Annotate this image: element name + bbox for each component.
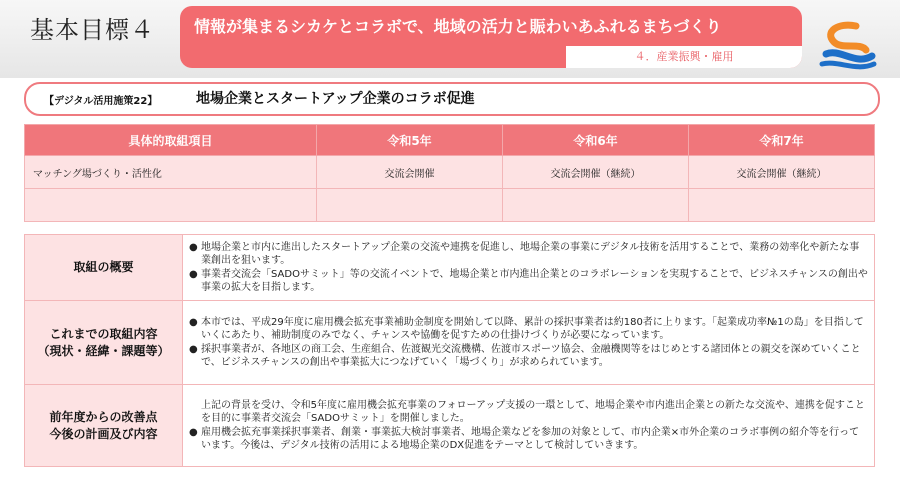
goal-label: 基本目標４ — [30, 16, 155, 44]
measure-title: 地場企業とスタートアップ企業のコラボ促進 — [196, 91, 475, 107]
detail-label — [25, 301, 183, 385]
bullet-text: 本市では、平成29年度に雇用機会拡充事業補助金制度を開始して以降、累計の採択事業者は約180者に上ります。「起業成功率№1の島」を目指していくにあたり、補助制度のみでなく、チャンスや協働を促すための仕掛けづくりが必要になっています。 — [201, 316, 864, 341]
table-cell — [503, 189, 689, 222]
table-cell: 交流会開催（継続） — [689, 156, 875, 189]
detail-label-line: これまでの取組内容 — [49, 327, 158, 342]
table-cell: マッチング場づくり・活性化 — [25, 156, 317, 189]
sado-city-logo-icon — [816, 20, 878, 72]
goal-banner — [180, 6, 802, 68]
measure-tag: 【デジタル活用施策22】 — [44, 96, 158, 107]
bullet-text: 雇用機会拡充事業採択事業者、創業・事業拡大検討事業者、地場企業などを参加の対象として、市内企業×市外企業のコラボ事例の紹介等を行っています。今後は、デジタル技術の活用による地場企業のDX促進をテーマとして検討していきます。 — [201, 426, 860, 451]
table-cell — [25, 189, 317, 222]
bullet-item — [189, 241, 868, 268]
detail-body — [183, 301, 875, 385]
banner-subtitle: ４．産業振興・雇用 — [566, 46, 802, 68]
detail-row-plan — [25, 385, 875, 467]
schedule-table — [24, 124, 875, 222]
bullet-text: 採択事業者が、各地区の商工会、生産組合、佐渡観光交流機構、佐渡市スポーツ協会、金融機関等をはじめとする諸団体との親交を深めていくことで、ビジネスチャンスの創出や事業拡大につなげていく「場づくり」が求められています。 — [201, 343, 861, 368]
schedule-header-row — [25, 125, 875, 156]
detail-label-line: 今後の計画及び内容 — [49, 426, 158, 441]
bullet-text: 事業者交流会「SADOサミット」等の交流イベントで、地場企業と市内進出企業とのコラボレーションを実現することで、ビジネスチャンスの創出や事業の拡大を目指します。 — [201, 268, 868, 293]
detail-label — [25, 385, 183, 467]
bullet-mark: ● — [189, 241, 198, 253]
header-cell-r6: 令和6年 — [503, 125, 689, 156]
bullet-mark — [189, 399, 201, 426]
header-cell-r7: 令和7年 — [689, 125, 875, 156]
bullet-mark: ● — [189, 268, 198, 280]
banner-title: 情報が集まるシカケとコラボで、地域の活力と賑わいあふれるまちづくり — [194, 17, 722, 36]
table-cell: 交流会開催 — [317, 156, 503, 189]
bullet-text: 地場企業と市内に進出したスタートアップ企業の交流や連携を促進し、地場企業の事業にデジタル技術を活用することで、業務の効率化や新たな事業創出を狙います。 — [201, 241, 860, 266]
bullet-item — [189, 316, 868, 343]
detail-table — [24, 234, 875, 467]
bullet-item — [189, 343, 868, 370]
detail-label-line: （現状・経緯・課題等） — [37, 343, 170, 358]
measure-heading — [24, 82, 880, 116]
bullet-item — [189, 426, 868, 453]
detail-label-line: 前年度からの改善点 — [49, 410, 158, 425]
bullet-item — [189, 399, 868, 426]
detail-body — [183, 235, 875, 301]
detail-label-line: 取組の概要 — [73, 260, 134, 275]
detail-row-overview — [25, 235, 875, 301]
bullet-item — [189, 268, 868, 295]
bullet-text: 上記の背景を受け、令和5年度に雇用機会拡充事業のフォローアップ支援の一環として、地場企業や市内進出企業との新たな交流や、連携を促すことを目的に事業者交流会「SADOサミット」を開催しました。 — [201, 399, 865, 424]
bullet-mark: ● — [189, 426, 198, 438]
detail-row-history — [25, 301, 875, 385]
table-row — [25, 156, 875, 189]
bullet-mark: ● — [189, 343, 198, 355]
bullet-mark: ● — [189, 316, 198, 328]
table-cell: 交流会開催（継続） — [503, 156, 689, 189]
table-row — [25, 189, 875, 222]
detail-body — [183, 385, 875, 467]
header-cell-item: 具体的取組項目 — [25, 125, 317, 156]
table-cell — [689, 189, 875, 222]
detail-label — [25, 235, 183, 301]
table-cell — [317, 189, 503, 222]
header-cell-r5: 令和5年 — [317, 125, 503, 156]
